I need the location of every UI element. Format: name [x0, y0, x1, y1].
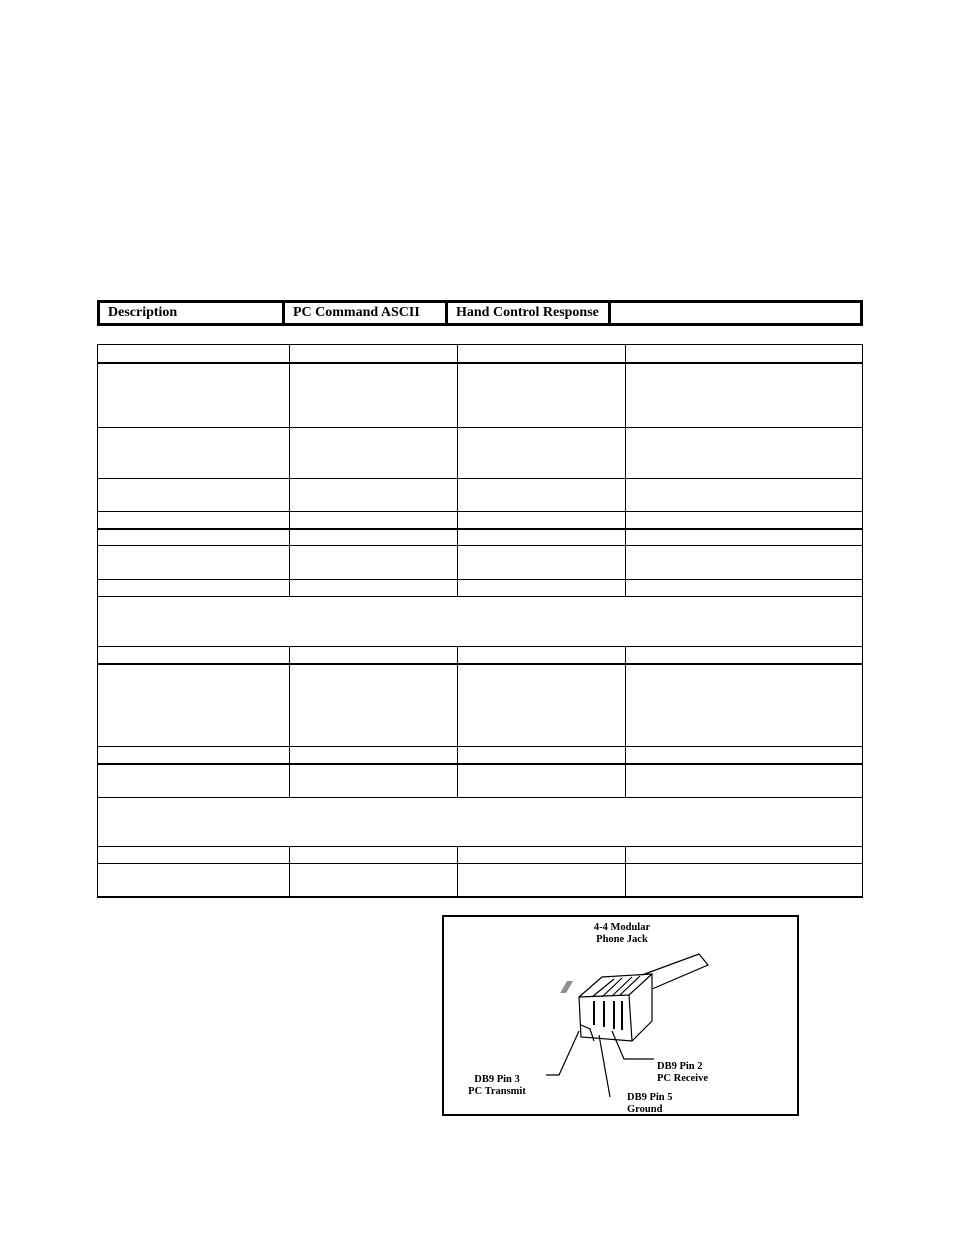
table-rule	[97, 528, 863, 530]
leader-pin3	[546, 1031, 579, 1075]
table-border-right	[862, 344, 863, 898]
table-rule	[97, 427, 863, 428]
figure-title-line1: 4-4 Modular	[593, 922, 651, 933]
table-rule	[97, 545, 863, 546]
figure-title-line2: Phone Jack	[596, 934, 648, 945]
pin5-line2: Ground	[627, 1104, 663, 1115]
table-rule	[97, 863, 863, 864]
pin5-line1: DB9 Pin 5	[627, 1092, 673, 1103]
pin2-line1: DB9 Pin 2	[657, 1061, 703, 1072]
table-border-left	[97, 344, 98, 898]
header-pc-command: PC Command ASCII	[285, 303, 448, 323]
table-rule	[97, 896, 863, 898]
table-rule	[97, 596, 863, 597]
column-divider	[457, 344, 458, 596]
pin3-line1: DB9 Pin 3	[474, 1074, 520, 1085]
table-rule	[97, 362, 863, 364]
table-rule	[97, 511, 863, 512]
table-rule	[97, 746, 863, 747]
pin3-label	[464, 1074, 530, 1098]
pin2-line2: PC Receive	[657, 1073, 709, 1084]
header-description: Description	[100, 303, 285, 323]
header-hand-control-response: Hand Control Response	[448, 303, 611, 323]
table-rule	[97, 579, 863, 580]
column-divider	[625, 344, 626, 596]
table-rule	[97, 763, 863, 765]
column-divider	[457, 846, 458, 897]
table-rule	[97, 663, 863, 665]
pin5-label	[627, 1092, 673, 1116]
column-divider	[289, 344, 290, 596]
pin2-label	[657, 1061, 708, 1085]
leader-pin2	[612, 1031, 654, 1059]
pin3-line2: PC Transmit	[468, 1086, 526, 1097]
table-rule	[97, 478, 863, 479]
figure-title	[592, 922, 652, 946]
column-divider	[289, 846, 290, 897]
leader-pin5	[599, 1035, 610, 1097]
table-rule	[97, 646, 863, 647]
column-divider	[625, 846, 626, 897]
table-rule	[97, 797, 863, 798]
table-rule	[97, 846, 863, 847]
column-divider	[457, 646, 458, 797]
phone-jack-figure	[442, 915, 799, 1116]
column-divider	[289, 646, 290, 797]
column-divider	[625, 646, 626, 797]
table-rule	[97, 344, 863, 345]
